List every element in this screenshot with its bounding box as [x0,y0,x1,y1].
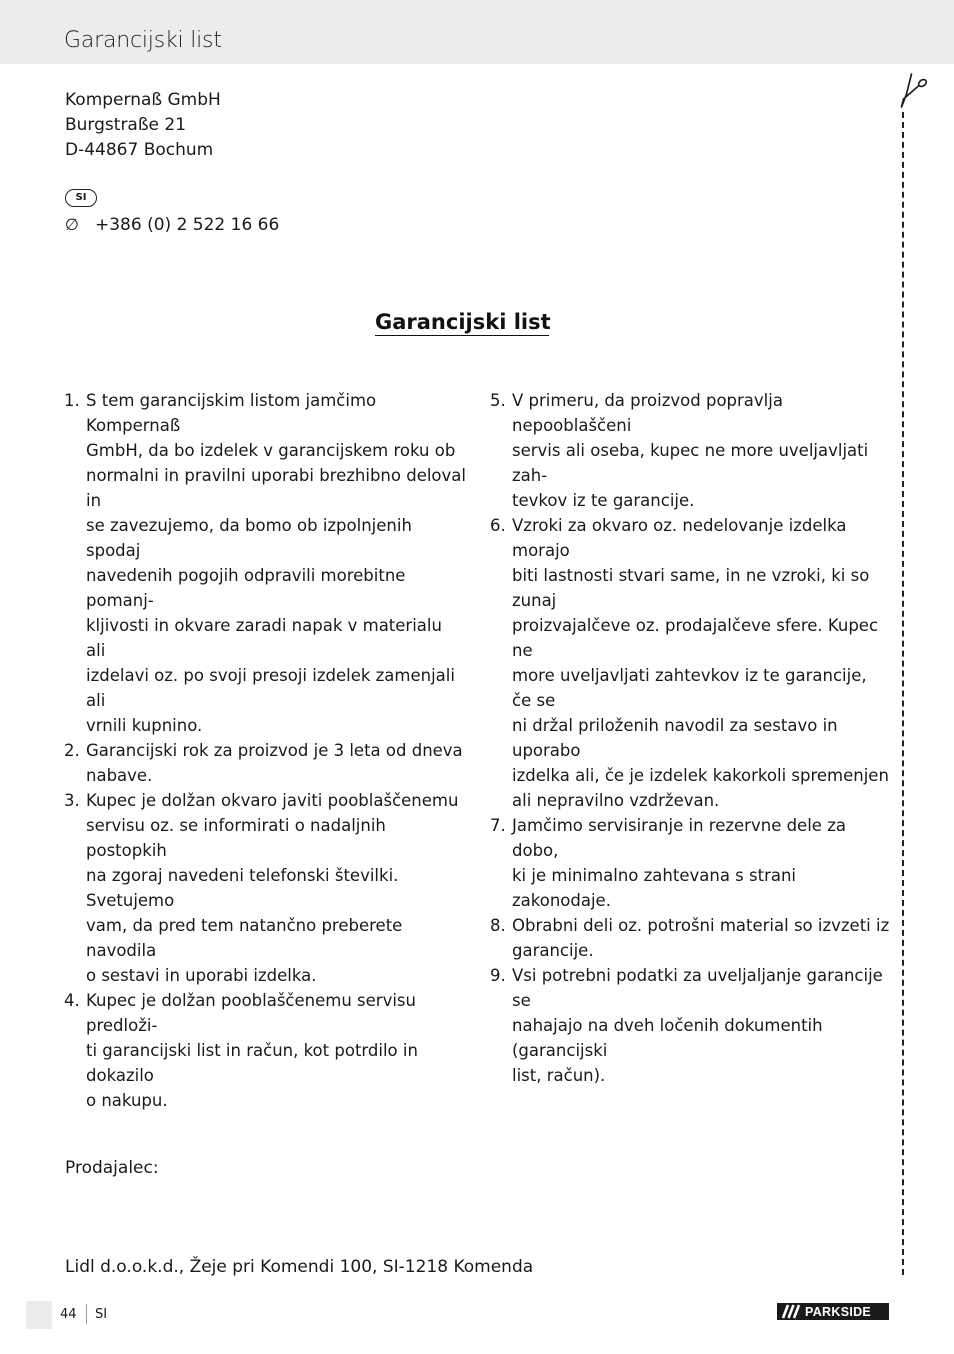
list-item [490,913,890,963]
item-number: 5. [490,391,506,410]
item-text: Jamčimo servisiranje in rezervne dele za dobo, ki je minimalno zahtevana s strani zakonodaje. [512,816,846,910]
page-number: 44 [60,1307,77,1322]
item-number: 6. [490,516,506,535]
parkside-logo [777,1303,889,1320]
seller-label: Prodajalec: [65,1158,159,1178]
item-number: 7. [490,816,506,835]
page-title: Garancijski list [64,28,222,53]
phone-row [65,212,279,238]
page-language: SI [95,1307,108,1322]
item-number: 8. [490,916,506,935]
item-text: Vsi potrebni podatki za uveljaljanje garancije se nahajajo na dveh ločenih dokumentih (garancijski list, račun). [512,966,883,1085]
terms-list-left [64,388,466,1113]
page-tab [26,1301,52,1329]
item-number: 9. [490,966,506,985]
list-item [490,513,890,813]
phone-icon: ∅ [65,215,79,234]
item-number: 3. [64,791,80,810]
item-number: 4. [64,991,80,1010]
cut-line [902,112,904,1275]
country-badge: SI [65,189,97,207]
item-text: Vzroki za okvaro oz. nedelovanje izdelka morajo biti lastnosti stvari same, in ne vzroki, ki so zunaj proizvajalčeve oz. prodajalčeve sfere. Kupec ne more uveljavljati zahtevkov iz te garancije, če se ni držal priloženih navodil za sestavo in uporabo izdelka ali, če je izdelek kakorkoli spremenjen ali nepravilno vzdrževan. [512,516,889,810]
list-item [490,813,890,913]
brand-name: PARKSIDE [805,1304,872,1319]
company-address [65,88,221,163]
item-text: V primeru, da proizvod popravlja nepooblaščeni servis ali oseba, kupec ne more uveljavljati zah- tevkov iz te garancije. [512,391,869,510]
item-number: 2. [64,741,80,760]
list-item [490,963,890,1088]
address-line: Burgstraße 21 [65,115,187,135]
page-divider [86,1304,87,1324]
item-text: Garancijski rok za proizvod je 3 leta od dneva nabave. [86,741,463,785]
scissors-icon [898,72,932,112]
list-item [64,738,466,788]
address-line: D-44867 Bochum [65,140,214,160]
item-text: Kupec je dolžan okvaro javiti pooblaščenemu servisu oz. se informirati o nadaljnih postopkih na zgoraj navedeni telefonski številki. Svetujemo vam, da pred tem natančno preberete navodila o sestavi in uporabi izdelka. [86,791,459,985]
list-item [64,988,466,1113]
item-text: Kupec je dolžan pooblaščenemu servisu predloži- ti garancijski list in račun, kot potrdilo in dokazilo o nakupu. [86,991,418,1110]
item-text: Obrabni deli oz. potrošni material so izvzeti iz garancije. [512,916,890,960]
list-item [490,388,890,513]
section-title: Garancijski list [375,310,551,334]
list-item [64,388,466,738]
retailer-address: Lidl d.o.o.k.d., Žeje pri Komendi 100, SI-1218 Komenda [65,1257,534,1277]
list-item [64,788,466,988]
item-number: 1. [64,391,80,410]
terms-list-right [490,388,890,1088]
item-text: S tem garancijskim listom jamčimo Kompernaß GmbH, da bo izdelek v garancijskem roku ob normalni in pravilni uporabi brezhibno deloval in se zavezujemo, da bomo ob izpolnjenih spodaj navedenih pogojih odpravili morebitne pomanj- kljivosti in okvare zaradi napak v materialu ali izdelavi oz. po svoji presoji izdelek zamenjali ali vrnili kupnino. [86,391,466,735]
phone-number: +386 (0) 2 522 16 66 [95,215,280,235]
logo-stripes-icon [777,1303,803,1320]
address-line: Kompernaß GmbH [65,90,221,110]
